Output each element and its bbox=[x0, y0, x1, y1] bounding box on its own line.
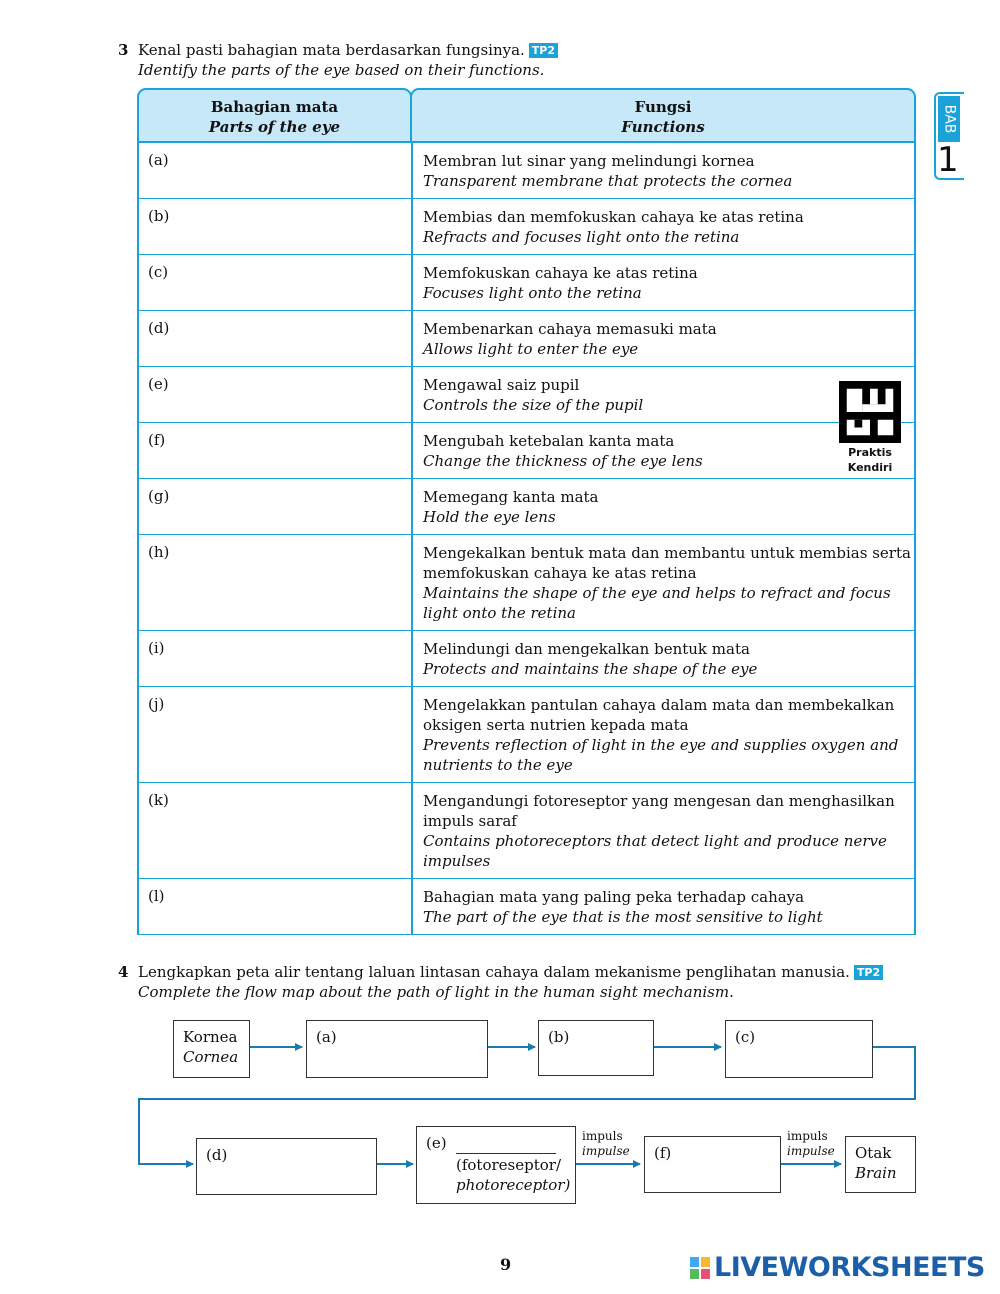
question-3-text-ms: Kenal pasti bahagian mata berdasarkan fungsinya. bbox=[138, 41, 525, 59]
function-en: Controls the size of the pupil bbox=[423, 396, 644, 414]
impulse-label-2 bbox=[787, 1129, 835, 1159]
function-ms: Bahagian mata yang paling peka terhadap cahaya bbox=[423, 888, 805, 906]
function-en: Prevents reflection of light in the eye and supplies oxygen and nutrients to the eye bbox=[423, 736, 899, 774]
row-label[interactable]: (d) bbox=[148, 319, 170, 337]
function-ms: Melindungi dan mengekalkan bentuk mata bbox=[423, 640, 750, 658]
chapter-tab-number: 1 bbox=[937, 140, 959, 180]
function-ms: Mengelakkan pantulan cahaya dalam mata dan membekalkan oksigen serta nutrien kepada mata bbox=[423, 696, 895, 734]
function-en: Transparent membrane that protects the cornea bbox=[423, 172, 793, 190]
flow-label-e: (e) bbox=[426, 1134, 447, 1152]
tp-badge: TP2 bbox=[529, 43, 558, 58]
flow-e-note-ms: (fotoreseptor/ bbox=[456, 1156, 561, 1174]
function-ms: Mengawal saiz pupil bbox=[423, 376, 580, 394]
function-ms: Membias dan memfokuskan cahaya ke atas retina bbox=[423, 208, 804, 226]
impulse-2-en: impulse bbox=[787, 1144, 835, 1158]
function-en: Change the thickness of the eye lens bbox=[423, 452, 703, 470]
flow-box-b[interactable] bbox=[538, 1020, 654, 1076]
flow-label-b: (b) bbox=[548, 1028, 570, 1046]
flow-box-brain bbox=[845, 1136, 916, 1193]
row-label[interactable]: (c) bbox=[148, 263, 169, 281]
function-ms: Mengubah ketebalan kanta mata bbox=[423, 432, 675, 450]
page-number: 9 bbox=[500, 1255, 512, 1274]
impulse-label-1 bbox=[582, 1129, 630, 1159]
function-en: Protects and maintains the shape of the eye bbox=[423, 660, 758, 678]
brand-text: LIVEWORKSHEETS bbox=[714, 1252, 985, 1283]
row-label[interactable]: (e) bbox=[148, 375, 169, 393]
function-en: The part of the eye that is the most sensitive to light bbox=[423, 908, 823, 926]
function-en: Contains photoreceptors that detect light and produce nerve impulses bbox=[423, 832, 887, 870]
flow-e-blank-line[interactable] bbox=[456, 1153, 556, 1154]
row-label[interactable]: (f) bbox=[148, 431, 166, 449]
cornea-en: Cornea bbox=[183, 1048, 239, 1066]
row-label[interactable]: (a) bbox=[148, 151, 169, 169]
function-en: Allows light to enter the eye bbox=[423, 340, 639, 358]
row-label[interactable]: (j) bbox=[148, 695, 165, 713]
impulse-1-ms: impuls bbox=[582, 1129, 623, 1143]
row-label[interactable]: (k) bbox=[148, 791, 169, 809]
function-en: Focuses light onto the retina bbox=[423, 284, 642, 302]
header-parts-ms: Bahagian mata bbox=[210, 98, 339, 116]
tp-badge: TP2 bbox=[854, 965, 883, 980]
question-3-number: 3 bbox=[118, 41, 129, 59]
flow-box-a[interactable] bbox=[306, 1020, 488, 1078]
chapter-tab-label: BAB bbox=[938, 96, 960, 142]
brain-en: Brain bbox=[855, 1164, 897, 1182]
function-ms: Membenarkan cahaya memasuki mata bbox=[423, 320, 717, 338]
cornea-ms: Kornea bbox=[183, 1028, 238, 1046]
qr-label-line2: Kendiri bbox=[847, 461, 893, 474]
liveworksheets-icon bbox=[690, 1257, 710, 1279]
row-label[interactable]: (i) bbox=[148, 639, 165, 657]
impulse-2-ms: impuls bbox=[787, 1129, 828, 1143]
flow-box-e bbox=[416, 1126, 576, 1204]
impulse-1-en: impulse bbox=[582, 1144, 630, 1158]
header-functions-en: Functions bbox=[621, 118, 705, 136]
function-ms: Memfokuskan cahaya ke atas retina bbox=[423, 264, 698, 282]
question-4-text-en: Complete the flow map about the path of light in the human sight mechanism. bbox=[138, 983, 734, 1001]
question-4-text-ms: Lengkapkan peta alir tentang laluan lintasan cahaya dalam mekanisme penglihatan manusia. bbox=[138, 963, 850, 981]
flow-box-f[interactable] bbox=[644, 1136, 781, 1193]
function-en: Hold the eye lens bbox=[423, 508, 556, 526]
header-functions-ms: Fungsi bbox=[634, 98, 692, 116]
function-en: Maintains the shape of the eye and helps to refract and focus light onto the retina bbox=[423, 584, 891, 622]
flow-label-d: (d) bbox=[206, 1146, 228, 1164]
question-4-number: 4 bbox=[118, 963, 129, 981]
question-3-text-en: Identify the parts of the eye based on their functions. bbox=[138, 61, 545, 79]
flow-label-c: (c) bbox=[735, 1028, 756, 1046]
flow-e-note-en: photoreceptor) bbox=[456, 1176, 571, 1194]
flow-box-c[interactable] bbox=[725, 1020, 873, 1078]
function-ms: Mengandungi fotoreseptor yang mengesan dan menghasilkan impuls saraf bbox=[423, 792, 895, 830]
row-label[interactable]: (l) bbox=[148, 887, 165, 905]
flow-box-cornea bbox=[173, 1020, 250, 1078]
header-parts-en: Parts of the eye bbox=[208, 118, 341, 136]
flow-box-d[interactable] bbox=[196, 1138, 377, 1195]
function-ms: Memegang kanta mata bbox=[423, 488, 599, 506]
function-en: Refracts and focuses light onto the retina bbox=[423, 228, 740, 246]
row-label[interactable]: (g) bbox=[148, 487, 170, 505]
row-label[interactable]: (h) bbox=[148, 543, 170, 561]
qr-label-line1: Praktis bbox=[848, 446, 892, 459]
brain-ms: Otak bbox=[855, 1144, 892, 1162]
function-ms: Mengekalkan bentuk mata dan membantu untuk membias serta memfokuskan cahaya ke atas retina bbox=[423, 544, 911, 582]
function-ms: Membran lut sinar yang melindungi kornea bbox=[423, 152, 755, 170]
flow-label-a: (a) bbox=[316, 1028, 337, 1046]
flow-label-f: (f) bbox=[654, 1144, 672, 1162]
liveworksheets-logo bbox=[690, 1252, 985, 1283]
row-label[interactable]: (b) bbox=[148, 207, 170, 225]
